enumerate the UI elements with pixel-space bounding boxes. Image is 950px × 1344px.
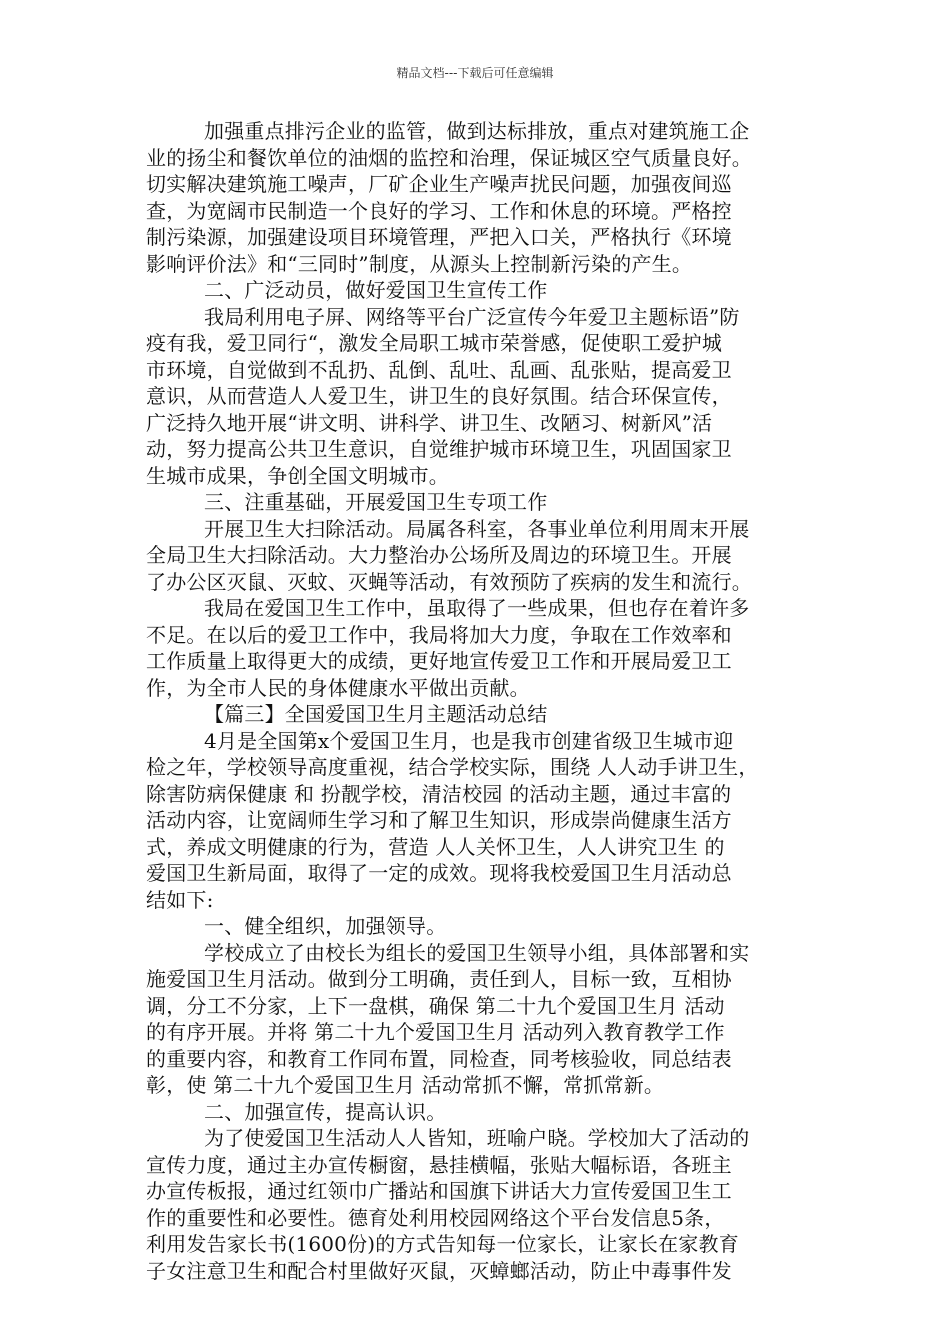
text-line: 式，养成文明健康的行为，营造 人人关怀卫生，人人讲究卫生 的 — [146, 834, 725, 859]
text-line: 开展卫生大扫除活动。局属各科室，各事业单位利用周末开展 — [204, 516, 750, 541]
text-line: 办宣传板报，通过红领巾广播站和国旗下讲话大力宣传爱国卫生工 — [146, 1179, 732, 1203]
text-line: 宣传力度，通过主办宣传橱窗，悬挂横幅，张贴大幅标语，各班主 — [146, 1152, 732, 1177]
text-line: 为了使爱国卫生活动人人皆知，班喻户晓。学校加大了活动的 — [204, 1126, 750, 1150]
text-line: 影响评价法》和“三同时”制度，从源头上控制新污染的产生。 — [146, 251, 693, 276]
text-line: 【篇三】全国爱国卫生月主题活动总结 — [204, 702, 548, 726]
text-line: 施爱国卫生月活动。做到分工明确，责任到人，目标一致，互相协 — [146, 967, 732, 991]
text-line: 广泛持久地开展“讲文明、讲科学、讲卫生、改陋习、树新风”活 — [146, 410, 713, 435]
text-line: 利用发告家长书(1600份)的方式告知每一位家长，让家长在家教育 — [146, 1232, 739, 1256]
document-body — [146, 118, 810, 1284]
text-line: 结如下: — [146, 887, 214, 912]
text-line: 业的扬尘和餐饮单位的油烟的监控和治理，保证城区空气质量良好。 — [146, 145, 752, 170]
text-line: 子女注意卫生和配合村里做好灭鼠，灭蟑螂活动，防止中毒事件发 — [146, 1258, 732, 1283]
text-line: 作的重要性和必要性。德育处利用校园网络这个平台发信息5条， — [146, 1205, 725, 1230]
text-line: 4月是全国第x个爱国卫生月，也是我市创建省级卫生城市迎 — [204, 728, 734, 753]
text-line: 市环境，自觉做到不乱扔、乱倒、乱吐、乱画、乱张贴，提高爱卫 — [146, 357, 732, 382]
text-line: 爱国卫生新局面，取得了一定的成效。现将我校爱国卫生月活动总 — [146, 861, 732, 885]
text-line: 学校成立了由校长为组长的爱国卫生领导小组，具体部署和实 — [204, 940, 750, 965]
text-line: 的重要内容，和教育工作同布置，同检查，同考核验收，同总结表 — [146, 1046, 732, 1071]
text-line: 生城市成果，争创全国文明城市。 — [146, 463, 449, 488]
text-line: 动，努力提高公共卫生意识，自觉维护城市环境卫生，巩固国家卫 — [146, 437, 732, 461]
text-line: 了办公区灭鼠、灭蚊、灭蝇等活动，有效预防了疾病的发生和流行。 — [146, 569, 752, 594]
text-line: 二、加强宣传，提高认识。 — [204, 1099, 447, 1124]
text-line: 除害防病保健康 和 扮靓学校，清洁校园 的活动主题，通过丰富的 — [146, 781, 732, 806]
text-line: 切实解决建筑施工噪声，厂矿企业生产噪声扰民问题，加强夜间巡 — [146, 172, 732, 196]
text-line: 的有序开展。并将 第二十九个爱国卫生月 活动列入教育教学工作 — [146, 1020, 725, 1044]
text-line: 意识，从而营造人人爱卫生，讲卫生的良好氛围。结合环保宣传， — [146, 384, 732, 408]
text-line: 检之年，学校领导高度重视，结合学校实际，围绕 人人动手讲卫生， — [146, 755, 759, 779]
text-line: 疫有我，爱卫同行“，激发全局职工城市荣誉感，促使职工爱护城 — [146, 331, 723, 355]
text-line: 彰，使 第二十九个爱国卫生月 活动常抓不懈，常抓常新。 — [146, 1073, 665, 1097]
text-line: 作，为全市人民的身体健康水平做出贡献。 — [146, 675, 530, 700]
text-line: 全局卫生大扫除活动。大力整治办公场所及周边的环境卫生。开展 — [146, 543, 732, 567]
text-line: 不足。在以后的爱卫工作中，我局将加大力度，争取在工作效率和 — [146, 622, 732, 647]
text-line: 制污染源，加强建设项目环境管理，严把入口关，严格执行《环境 — [146, 225, 732, 249]
text-line: 调，分工不分家，上下一盘棋，确保 第二十九个爱国卫生月 活动 — [146, 993, 725, 1018]
text-line: 加强重点排污企业的监管，做到达标排放，重点对建筑施工企 — [204, 119, 750, 143]
text-line: 工作质量上取得更大的成绩，更好地宣传爱卫工作和开展局爱卫工 — [146, 649, 732, 673]
text-line: 一、健全组织，加强领导。 — [204, 914, 447, 938]
text-line: 活动内容，让宽阔师生学习和了解卫生知识，形成崇尚健康生活方 — [146, 808, 732, 832]
text-line: 三、注重基础，开展爱国卫生专项工作 — [204, 490, 548, 514]
page-header: 精品文档---下载后可任意编辑 — [396, 66, 554, 80]
text-line: 我局在爱国卫生工作中，虽取得了一些成果，但也存在着许多 — [204, 596, 750, 620]
text-line: 二、广泛动员，做好爱国卫生宣传工作 — [204, 278, 548, 302]
text-line: 我局利用电子屏、网络等平台广泛宣传今年爱卫主题标语”防 — [204, 304, 740, 329]
text-line: 查，为宽阔市民制造一个良好的学习、工作和休息的环境。严格控 — [146, 198, 732, 223]
